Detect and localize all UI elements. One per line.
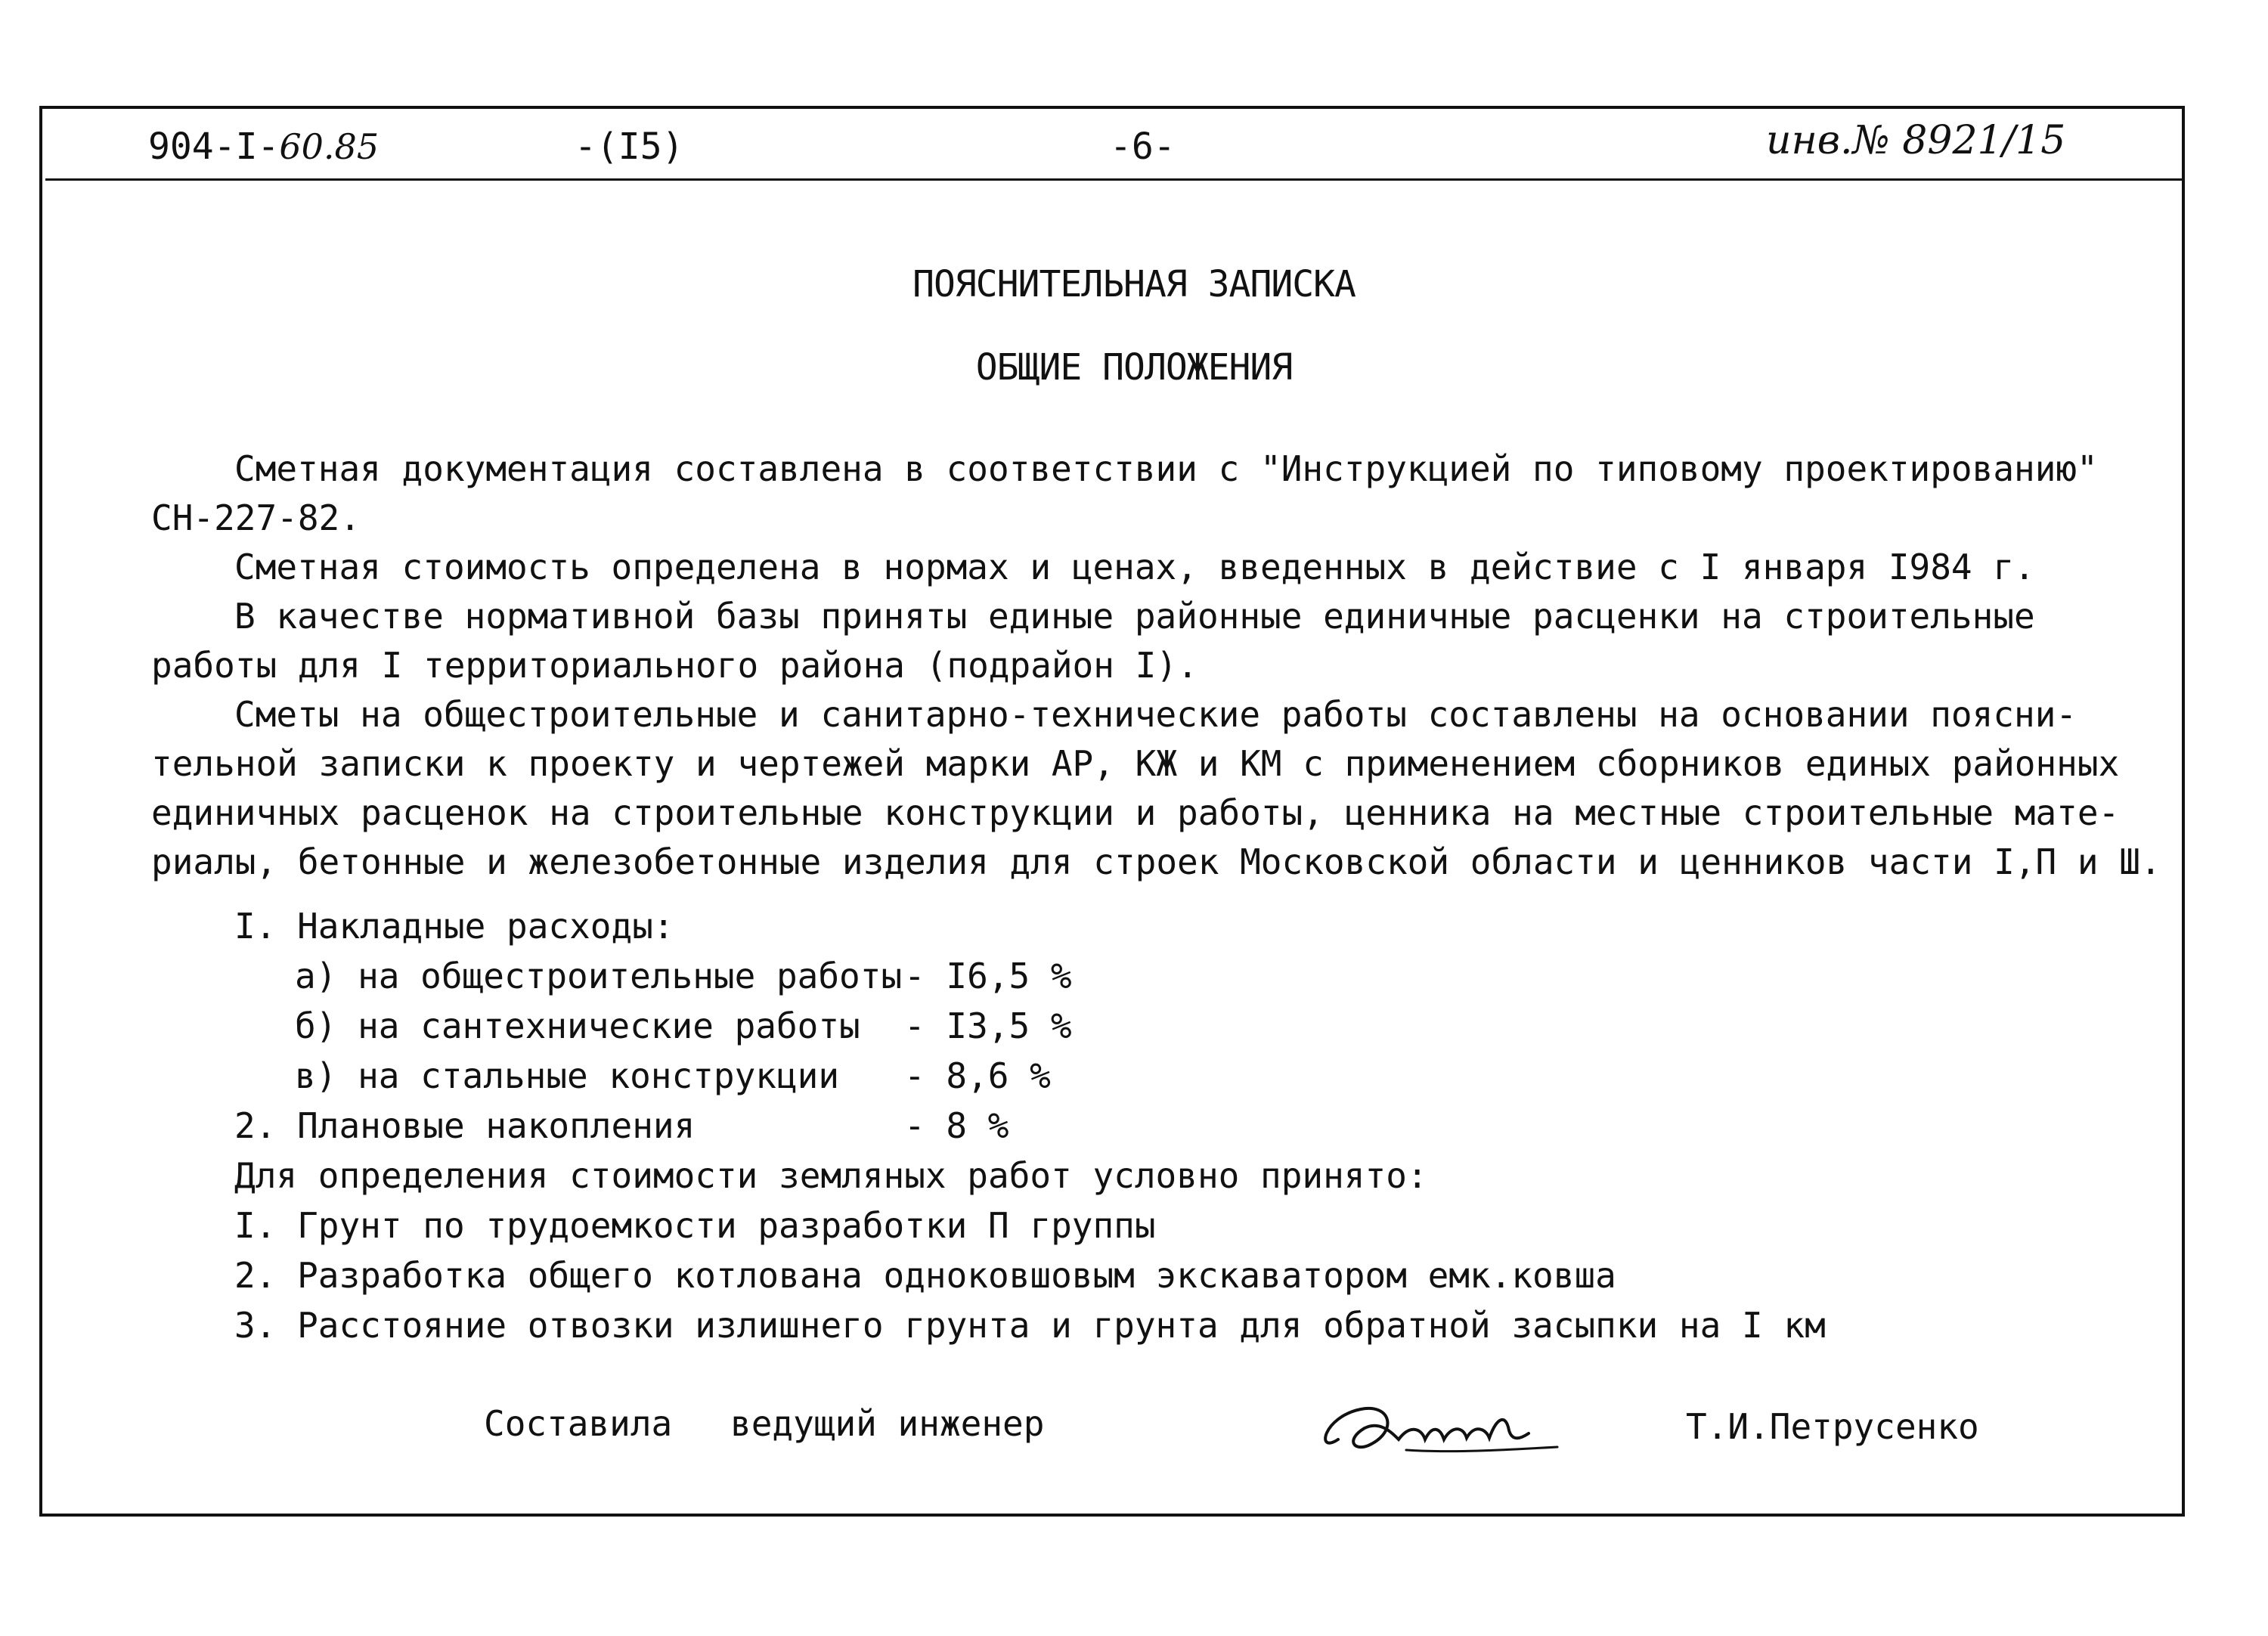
- header-divider: [45, 178, 2182, 181]
- paragraph-4-line-3: единичных расценок на строительные конструкции и работы, ценника на местные строительные мате-: [151, 792, 2120, 833]
- overhead-item-plumbing-value: - I3,5 %: [904, 1005, 1072, 1046]
- planned-savings-value: - 8 %: [904, 1105, 1009, 1146]
- page-number: -6-: [1110, 125, 1176, 168]
- earthworks-item-2: 2. Разработка общего котлована одноковшовым экскаватором емк.ковша: [234, 1255, 1616, 1296]
- document-code: [148, 125, 379, 168]
- earthworks-item-1: I. Грунт по трудоемкости разработки П группы: [234, 1205, 1156, 1246]
- paragraph-4-line-4: риалы, бетонные и железобетонные изделия для строек Московской области и ценников части I,П и Ш.: [151, 841, 2161, 882]
- planned-savings-label: 2. Плановые накопления: [234, 1105, 696, 1146]
- handwritten-signature: [1308, 1387, 1580, 1470]
- document-code-handwritten: 60.85: [279, 126, 380, 167]
- paragraph-4-line-2: тельной записки к проекту и чертежей марки АР, КЖ и КМ с применением сборников единых районных: [151, 743, 2120, 784]
- paragraph-1-line-2: СН-227-82.: [151, 497, 361, 538]
- compiled-by-label: Составила: [484, 1403, 673, 1444]
- paragraph-3-line-1: В качестве нормативной базы приняты единые районные единичные расценки на строительные: [234, 596, 2035, 637]
- paragraph-2-line-1: Сметная стоимость определена в нормах и ценах, введенных в действие с I января I984 г.: [234, 547, 2035, 587]
- sheet-reference: -(I5): [575, 125, 684, 168]
- overhead-item-general-value: - I6,5 %: [904, 956, 1072, 996]
- paragraph-1-line-1: Сметная документация составлена в соответствии с "Инструкцией по типовому проектированию": [234, 448, 2098, 489]
- inventory-number: инв.№ 8921/15: [1766, 118, 2066, 163]
- position-label: ведущий инженер: [730, 1403, 1045, 1444]
- signatory-name: Т.И.Петрусенко: [1686, 1406, 1979, 1447]
- paragraph-3-line-2: работы для I территориального района (подрайон I).: [151, 645, 1198, 686]
- earthworks-item-3: 3. Расстояние отвозки излишнего грунта и грунта для обратной засыпки на I км: [234, 1305, 1826, 1346]
- paragraph-4-line-1: Сметы на общестроительные и санитарно-технические работы составлены на основании поясни-: [234, 694, 2077, 735]
- overhead-item-plumbing-label: б) на сантехнические работы: [295, 1005, 860, 1046]
- overhead-item-general-label: а) на общестроительные работы: [295, 956, 903, 996]
- earthworks-intro: Для определения стоимости земляных работ условно принято:: [234, 1155, 1428, 1196]
- overhead-item-steel-label: в) на стальные конструкции: [295, 1055, 840, 1096]
- overhead-heading: I. Накладные расходы:: [234, 906, 674, 947]
- section-title: ОБЩИЕ ПОЛОЖЕНИЯ: [975, 346, 1293, 389]
- document-title: ПОЯСНИТЕЛЬНАЯ ЗАПИСКА: [912, 263, 1356, 305]
- document-code-prefix: 904-I-: [148, 125, 280, 168]
- overhead-item-steel-value: - 8,6 %: [904, 1055, 1051, 1096]
